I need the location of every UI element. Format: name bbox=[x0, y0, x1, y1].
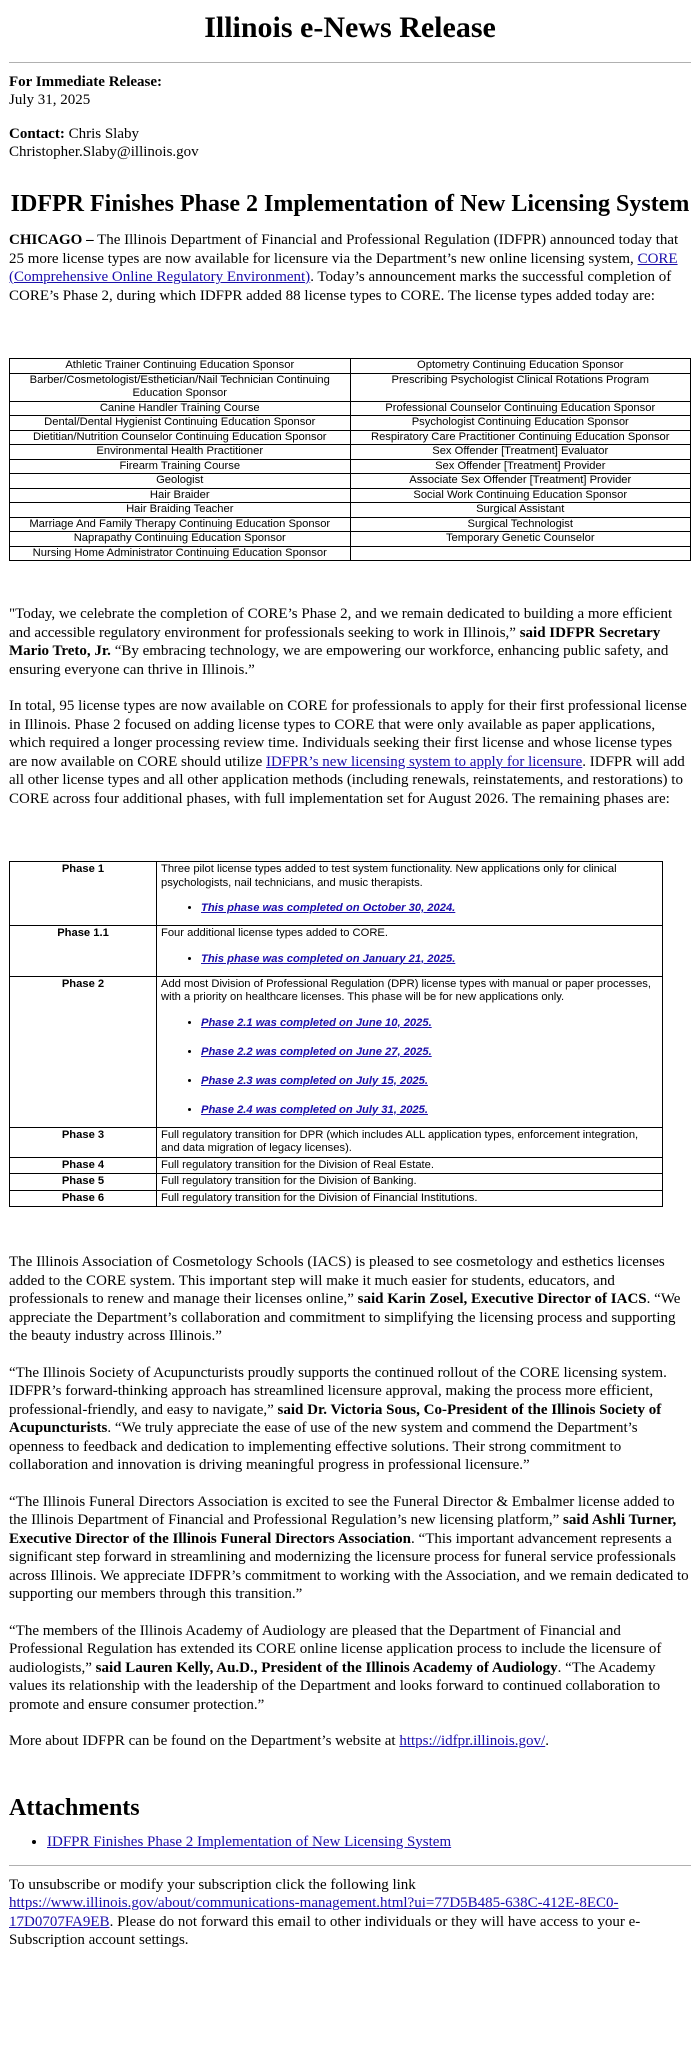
contact-label: Contact: bbox=[9, 126, 65, 142]
phase-description: Three pilot license types added to test system functionality. New applications only for clinical psychologists, nail technicians, and music therapists. bbox=[161, 863, 617, 889]
table-row bbox=[10, 488, 691, 503]
phase-description-cell bbox=[157, 862, 663, 926]
core-link[interactable]: CORE (Comprehensive Online Regulatory Environment) bbox=[9, 250, 678, 285]
license-type-cell: Athletic Trainer Continuing Education Sponsor bbox=[10, 359, 351, 374]
contact-email: Christopher.Slaby@illinois.gov bbox=[9, 144, 199, 160]
phase-description: Add most Division of Professional Regulation (DPR) license types with manual or paper processes, with a priority on healthcare licenses. This phase will be for new applications only. bbox=[161, 977, 651, 1003]
release-meta bbox=[9, 73, 691, 161]
phase-status-item bbox=[201, 1103, 658, 1117]
licensing-system-link[interactable]: IDFPR’s new licensing system to apply for licensure bbox=[266, 753, 583, 770]
table-row bbox=[10, 474, 691, 489]
license-type-cell bbox=[350, 546, 691, 561]
email-page bbox=[0, 8, 700, 2069]
phase-status-item bbox=[201, 952, 658, 966]
table-row bbox=[10, 401, 691, 416]
phase-row bbox=[10, 1127, 663, 1157]
secretary-quote: "Today, we celebrate the completion of CORE’s Phase 2, and we remain dedicated to building a more efficient and accessible regulatory environment for professionals seeking to work in Illinois,” said IDFPR Secretary Mario Treto, Jr. “By embracing technology, we are empowering our workforce, enhancing public safety, and ensuring everyone can thrive in Illinois.” bbox=[9, 606, 673, 678]
license-type-cell: Naprapathy Continuing Education Sponsor bbox=[10, 532, 351, 547]
phase-status-link[interactable]: Phase 2.4 was completed on July 31, 2025. bbox=[201, 1103, 428, 1116]
idfpr-website-link[interactable]: https://idfpr.illinois.gov/ bbox=[399, 1733, 546, 1749]
table-row bbox=[10, 416, 691, 431]
license-type-cell: Canine Handler Training Course bbox=[10, 401, 351, 416]
phase-status-item bbox=[201, 1016, 658, 1030]
attachments-heading: Attachments bbox=[9, 1794, 140, 1821]
divider bbox=[9, 62, 691, 63]
license-type-cell: Optometry Continuing Education Sponsor bbox=[350, 359, 691, 374]
license-type-cell: Hair Braiding Teacher bbox=[10, 503, 351, 518]
license-type-cell: Firearm Training Course bbox=[10, 459, 351, 474]
phases-intro-paragraph: In total, 95 license types are now available on CORE for professionals to apply for their first professional license in Illinois. Phase 2 focused on adding license types to CORE that were only available as paper applications, which required a longer processing review time. Individuals seeking their first license and whose license types are now available on CORE should utilize IDFPR’s new licensing system to apply for licensure. IDFPR will add all other license types and all other application methods (including renewals, reinstatements, and restorations) to CORE across four additional phases, with full implementation set for August 2026. The remaining phases are: bbox=[9, 698, 687, 807]
phase-status-item bbox=[201, 1074, 658, 1088]
table-row bbox=[10, 359, 691, 374]
phase-row bbox=[10, 926, 663, 977]
phase-row bbox=[10, 1174, 663, 1191]
license-type-cell: Geologist bbox=[10, 474, 351, 489]
phase-status-item bbox=[201, 901, 658, 915]
phase-name: Phase 3 bbox=[10, 1127, 157, 1157]
table-row bbox=[10, 503, 691, 518]
phase-status-link[interactable]: Phase 2.2 was completed on June 27, 2025. bbox=[201, 1045, 432, 1058]
license-type-cell: Nursing Home Administrator Continuing Education Sponsor bbox=[10, 546, 351, 561]
attachments-list bbox=[9, 1833, 691, 1851]
phase-description: Full regulatory transition for DPR (which includes ALL application types, enforcement integration, and data migration of legacy licenses). bbox=[161, 1128, 639, 1154]
phase-name: Phase 2 bbox=[10, 976, 157, 1127]
phase-description: Full regulatory transition for the Division of Real Estate. bbox=[161, 1158, 434, 1171]
phase-description-cell bbox=[157, 926, 663, 977]
phase-status-list bbox=[161, 1016, 658, 1117]
attachment-link[interactable]: IDFPR Finishes Phase 2 Implementation of New Licensing System bbox=[47, 1833, 452, 1850]
table-row bbox=[10, 532, 691, 547]
phase-name: Phase 6 bbox=[10, 1190, 157, 1207]
iacs-quote: The Illinois Association of Cosmetology Schools (IACS) is pleased to see cosmetology and esthetics licenses added to the CORE system. This important step will make it much easier for students, educators, and professionals to renew and manage their licenses online,” said Karin Zosel, Executive Director of IACS. “We appreciate the Department’s collaboration and commitment to simplifying the licensing process and supporting the beauty industry across Illinois.” bbox=[9, 1254, 681, 1344]
release-label: For Immediate Release: bbox=[9, 74, 163, 90]
phase-row bbox=[10, 1157, 663, 1174]
table-row bbox=[10, 459, 691, 474]
more-info-paragraph: More about IDFPR can be found on the Department’s website at https://idfpr.illinois.gov/. bbox=[9, 1733, 549, 1749]
phase-row bbox=[10, 1190, 663, 1207]
license-type-cell: Sex Offender [Treatment] Evaluator bbox=[350, 445, 691, 460]
license-types-table bbox=[9, 358, 691, 561]
table-row bbox=[10, 517, 691, 532]
attachment-item bbox=[47, 1833, 691, 1851]
license-type-cell: Barber/Cosmetologist/Esthetician/Nail Technician Continuing Education Sponsor bbox=[10, 373, 351, 401]
dateline: CHICAGO – bbox=[9, 232, 94, 248]
phase-status-list bbox=[161, 952, 658, 966]
license-type-cell: Dental/Dental Hygienist Continuing Education Sponsor bbox=[10, 416, 351, 431]
phases-table bbox=[9, 861, 663, 1207]
license-type-cell: Hair Braider bbox=[10, 488, 351, 503]
phase-description-cell bbox=[157, 1190, 663, 1207]
license-type-cell: Dietitian/Nutrition Counselor Continuing Education Sponsor bbox=[10, 430, 351, 445]
phase-description-cell bbox=[157, 1127, 663, 1157]
table-row bbox=[10, 373, 691, 401]
phase-description: Four additional license types added to CORE. bbox=[161, 927, 388, 939]
license-type-cell: Psychologist Continuing Education Sponsor bbox=[350, 416, 691, 431]
phase-name: Phase 4 bbox=[10, 1157, 157, 1174]
phase-status-link[interactable]: Phase 2.3 was completed on July 15, 2025. bbox=[201, 1074, 428, 1087]
license-type-cell: Environmental Health Practitioner bbox=[10, 445, 351, 460]
phase-description-cell bbox=[157, 1174, 663, 1191]
phase-name: Phase 5 bbox=[10, 1174, 157, 1191]
license-type-cell: Sex Offender [Treatment] Provider bbox=[350, 459, 691, 474]
license-type-cell: Professional Counselor Continuing Education Sponsor bbox=[350, 401, 691, 416]
license-type-cell: Surgical Technologist bbox=[350, 517, 691, 532]
license-type-cell: Surgical Assistant bbox=[350, 503, 691, 518]
phase-status-link[interactable]: Phase 2.1 was completed on June 10, 2025. bbox=[201, 1016, 432, 1029]
phase-status-list bbox=[161, 901, 658, 915]
acupuncturists-quote: “The Illinois Society of Acupuncturists proudly supports the continued rollout of the CORE licensing system. IDFPR’s forward-thinking approach has streamlined licensure approval, making the process more efficient, professional-friendly, and easy to navigate,” said Dr. Victoria Sous, Co-President of the Illinois Society of Acupuncturists. “We truly appreciate the ease of use of the new system and commend the Department’s openness to feedback and dedication to implementing effective solutions. Their strong commitment to collaboration and innovation is driving meaningful progress in professional licensure.” bbox=[9, 1364, 667, 1473]
phase-status-link[interactable]: This phase was completed on January 21, 2025. bbox=[201, 952, 456, 965]
release-date: July 31, 2025 bbox=[9, 92, 91, 108]
license-type-cell: Prescribing Psychologist Clinical Rotations Program bbox=[350, 373, 691, 401]
table-row bbox=[10, 546, 691, 561]
license-type-cell: Marriage And Family Therapy Continuing Education Sponsor bbox=[10, 517, 351, 532]
unsubscribe-text: To unsubscribe or modify your subscription click the following link https://www.illinois.gov/about/communications-management.html?ui=77D5B485-638C-412E-8EC0-17D0707FA9EB. Please do not forward this email to other individuals or they will have access to your e-Subscription account settings. bbox=[9, 1876, 641, 1948]
audiology-quote: “The members of the Illinois Academy of Audiology are pleased that the Department of Financial and Professional Regulation has extended its CORE online license application process to include the licensure of audiologists,” said Lauren Kelly, Au.D., President of the Illinois Academy of Audiology. “The Academy values its relationship with the leadership of the Department and looks forward to continued collaboration to promote and ensure consumer protection.” bbox=[9, 1622, 662, 1713]
phase-description-cell bbox=[157, 976, 663, 1127]
phase-row bbox=[10, 976, 663, 1127]
headline: IDFPR Finishes Phase 2 Implementation of New Licensing System bbox=[10, 191, 690, 217]
phase-description-cell bbox=[157, 1157, 663, 1174]
phase-status-item bbox=[201, 1045, 658, 1059]
phase-description: Full regulatory transition for the Division of Banking. bbox=[161, 1175, 417, 1187]
table-row bbox=[10, 445, 691, 460]
intro-paragraph: CHICAGO – The Illinois Department of Financial and Professional Regulation (IDFPR) announced today that 25 more license types are now available for licensure via the Department’s new online licensing system, CORE (Comprehensive Online Regulatory Environment). Today’s announcement marks the successful completion of CORE’s Phase 2, during which IDFPR added 88 license types to CORE. The license types added today are: bbox=[9, 232, 679, 304]
phase-name: Phase 1.1 bbox=[10, 926, 157, 977]
license-type-cell: Temporary Genetic Counselor bbox=[350, 532, 691, 547]
phase-name: Phase 1 bbox=[10, 862, 157, 926]
unsubscribe-link[interactable]: https://www.illinois.gov/about/communications-management.html?ui=77D5B485-638C-412E-8EC0-17D0707FA9EB bbox=[9, 1895, 619, 1930]
page-title: Illinois e-News Release bbox=[204, 11, 496, 44]
license-type-cell: Respiratory Care Practitioner Continuing Education Sponsor bbox=[350, 430, 691, 445]
license-type-cell: Associate Sex Offender [Treatment] Provider bbox=[350, 474, 691, 489]
phase-description: Full regulatory transition for the Division of Financial Institutions. bbox=[161, 1191, 478, 1204]
footer-divider bbox=[9, 1865, 691, 1866]
phase-row bbox=[10, 862, 663, 926]
table-row bbox=[10, 430, 691, 445]
phase-status-link[interactable]: This phase was completed on October 30, 2024. bbox=[201, 902, 456, 914]
funeral-directors-quote: “The Illinois Funeral Directors Association is excited to see the Funeral Director & Embalmer license added to the Illinois Department of Financial and Professional Regulation’s new licensing platform,” said Ashli Turner, Executive Director of the Illinois Funeral Directors Association. “This important advancement represents a significant step forward in streamlining and modernizing the licensure process for funeral service professionals across Illinois. We appreciate IDFPR’s commitment to working with the Association, and we remain dedicated to supporting our members through this transition.” bbox=[9, 1493, 689, 1602]
contact-name: Chris Slaby bbox=[68, 126, 140, 142]
license-type-cell: Social Work Continuing Education Sponsor bbox=[350, 488, 691, 503]
